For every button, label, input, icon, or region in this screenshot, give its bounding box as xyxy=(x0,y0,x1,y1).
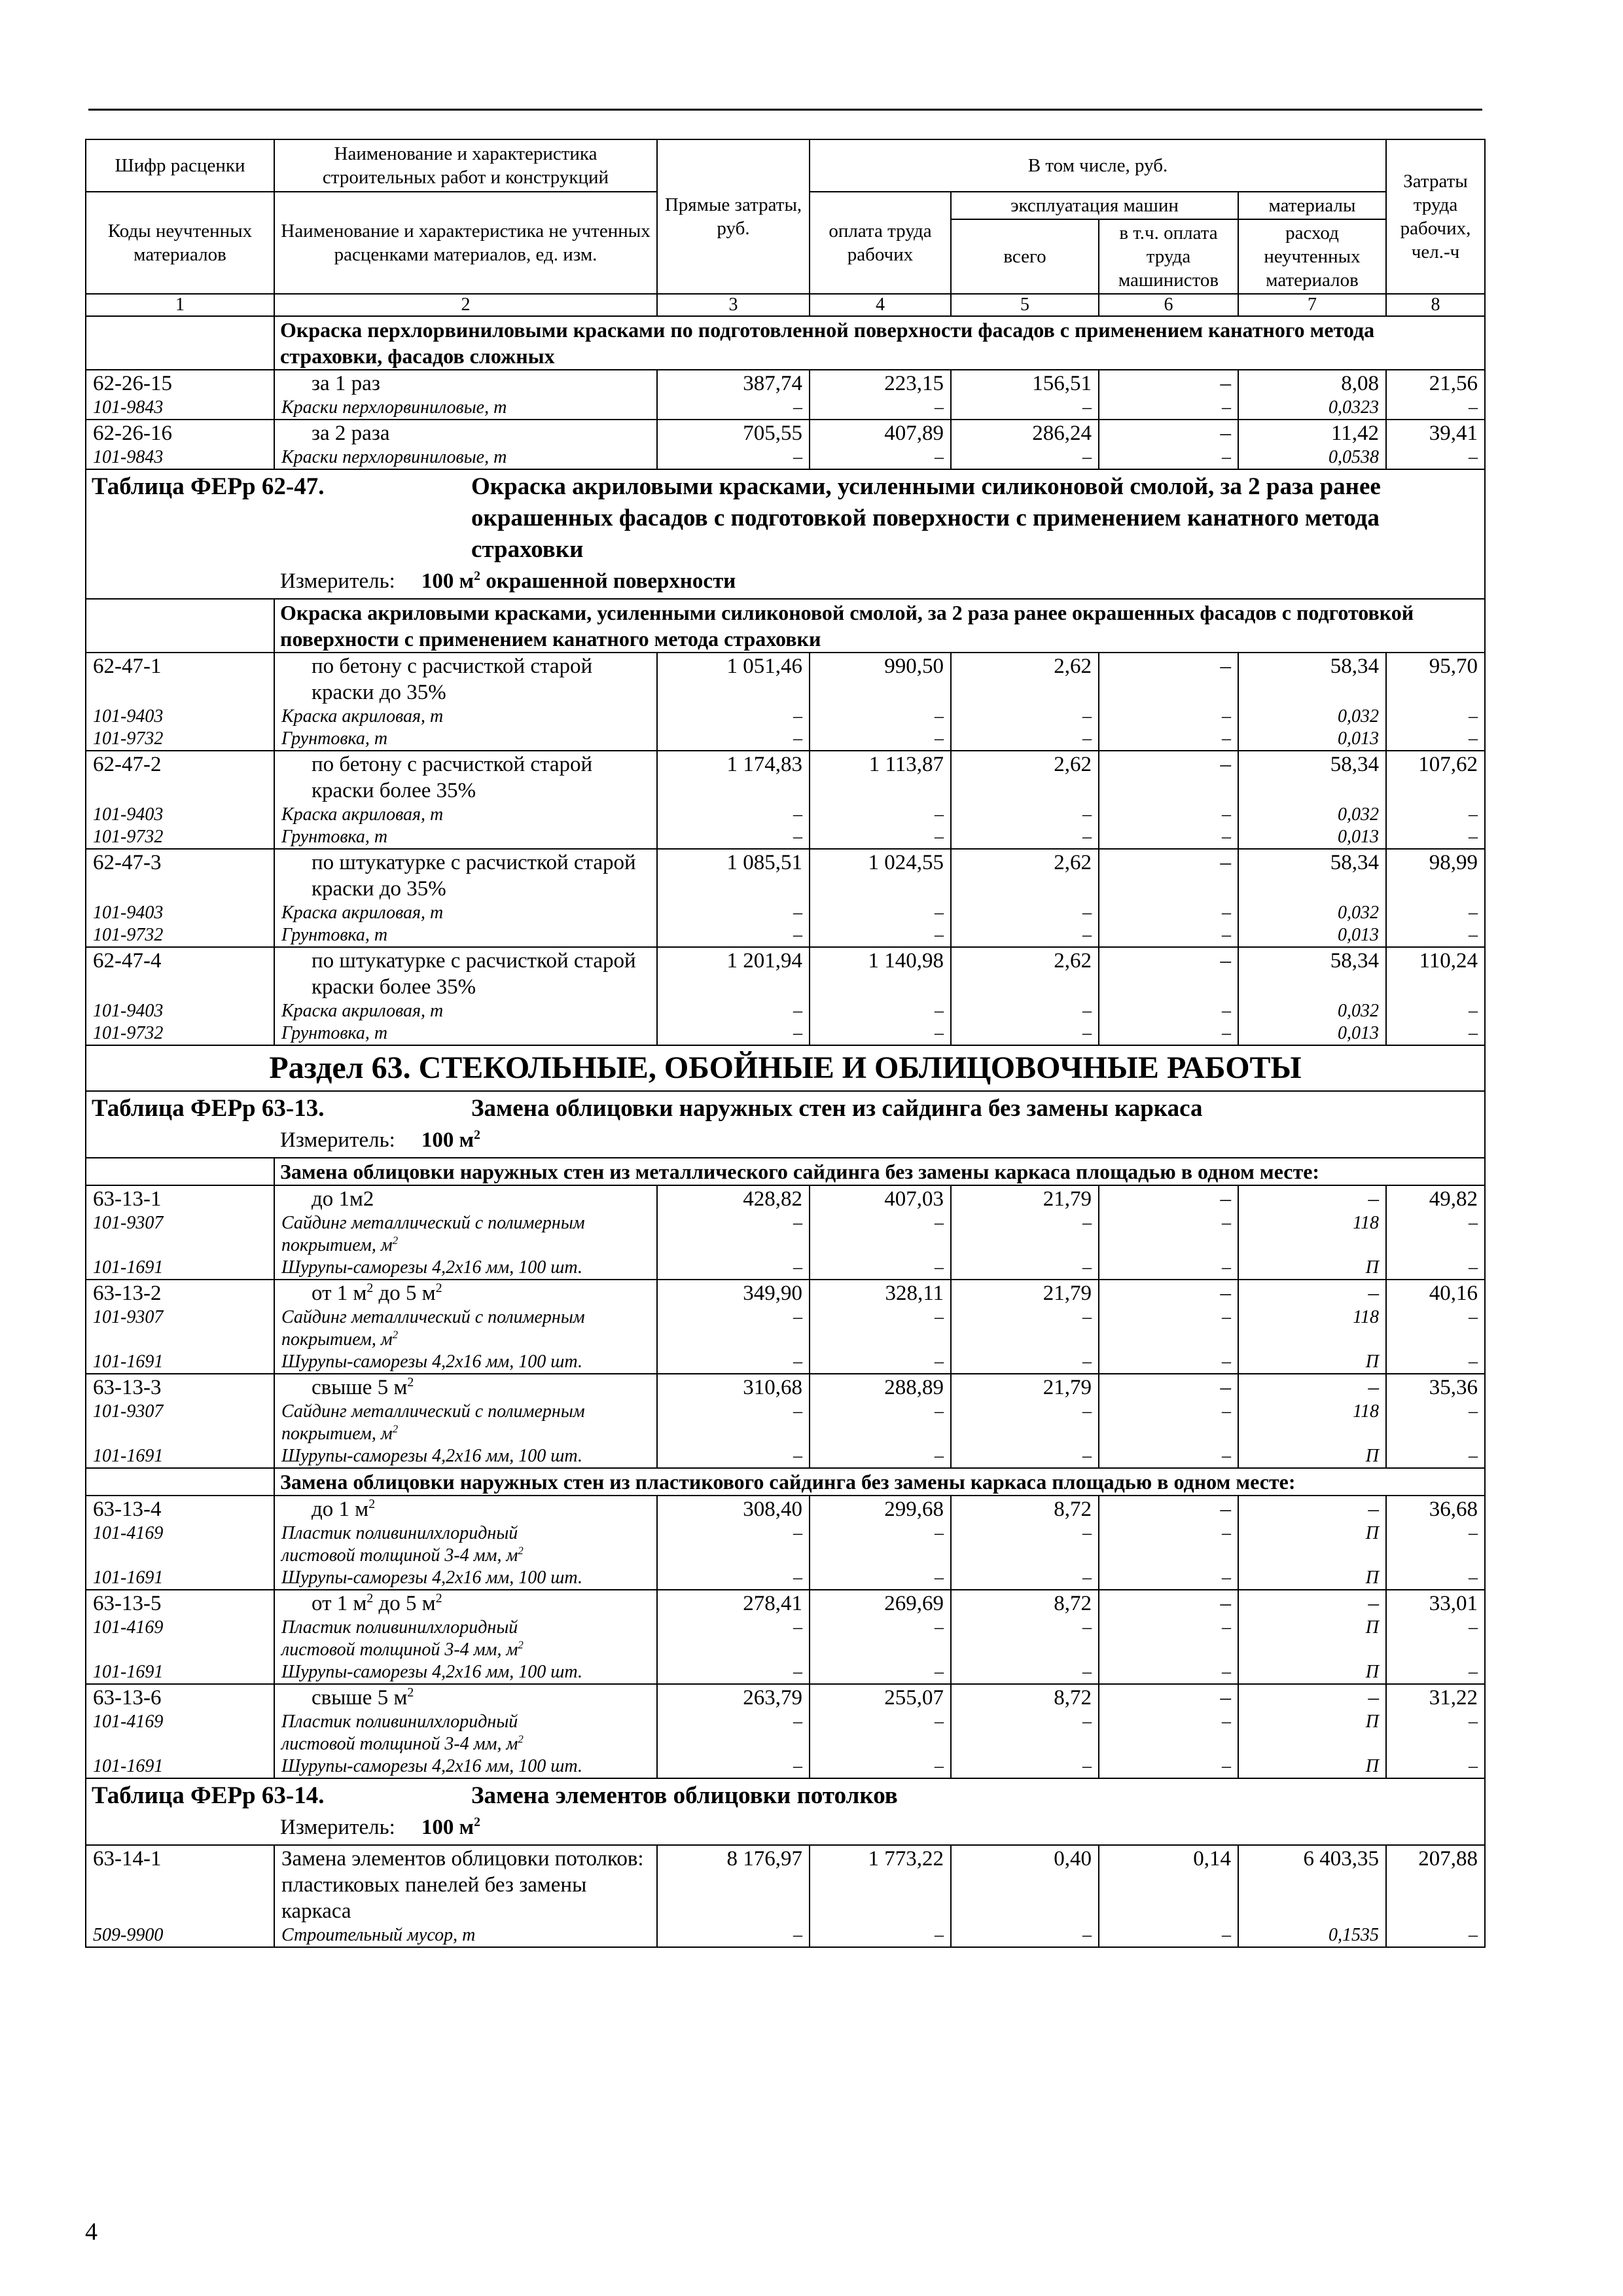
material-row: 101-1691 Шурупы-саморезы 4,2х16 мм, 100 шт. – – – – П – xyxy=(86,1755,1485,1778)
header-machinist-wages: в т.ч. оплата труда машинистов xyxy=(1099,219,1238,294)
group-heading: Окраска акриловыми красками, усиленными силиконовой смолой, за 2 раза ранее окрашенных фасадов с подготовкой поверхности с применением канатного метода страховки xyxy=(86,599,1485,653)
material-row: 101-9732 Грунтовка, т – – – – 0,013 – xyxy=(86,728,1485,751)
table-title: Замена элементов облицовки потолков xyxy=(471,1782,898,1809)
table-row: 62-47-2 по бетону с расчисткой старой краски более 35% 1 174,83 1 113,87 2,62 – 58,34 107,62 xyxy=(86,751,1485,804)
material-row: 101-9307 Сайдинг металлический с полимерным покрытием, $м^2$ – – – – 118 – xyxy=(86,1401,1485,1445)
section-heading: Раздел 63. СТЕКОЛЬНЫЕ, ОБОЙНЫЕ И ОБЛИЦОВОЧНЫЕ РАБОТЫ xyxy=(86,1045,1485,1091)
header-materials: материалы xyxy=(1238,192,1386,219)
header-unaccounted-consumption: расход неучтенных материалов xyxy=(1238,219,1386,294)
table-row: 62-47-1 по бетону с расчисткой старой краски до 35% 1 051,46 990,50 2,62 – 58,34 95,70 xyxy=(86,653,1485,706)
group-heading: Замена облицовки наружных стен из металлического сайдинга без замены каркаса площадью в одном месте: xyxy=(86,1158,1485,1185)
header-machines: эксплуатация машин xyxy=(951,192,1238,219)
material-row: 101-9843 Краски перхлорвиниловые, т – – – – 0,0538 – xyxy=(86,446,1485,469)
table-row: 62-26-15 за 1 раз 387,74 223,15 156,51 – 8,08 21,56 xyxy=(86,370,1485,397)
header-code: Шифр расценки xyxy=(86,139,274,192)
material-row: 101-9843 Краски перхлорвиниловые, т – – – – 0,0323 – xyxy=(86,397,1485,420)
column-numbers: 1 2 3 4 5 6 7 8 xyxy=(86,294,1485,316)
material-row: 101-9307 Сайдинг металлический с полимерным покрытием, $м^2$ – – – – 118 – xyxy=(86,1212,1485,1257)
table-header xyxy=(86,139,1485,294)
table-row: 62-26-16 за 2 раза 705,55 407,89 286,24 – 11,42 39,41 xyxy=(86,420,1485,446)
material-row: 101-1691 Шурупы-саморезы 4,2х16 мм, 100 шт. – – – – П – xyxy=(86,1661,1485,1684)
material-row: 101-1691 Шурупы-саморезы 4,2х16 мм, 100 шт. – – – – П – xyxy=(86,1567,1485,1590)
table-title: Окраска акриловыми красками, усиленными силиконовой смолой, за 2 раза ранее окрашенных фасадов с подготовкой поверхности с применением канатного метода страховки xyxy=(471,473,1381,563)
table-body xyxy=(86,294,1485,1947)
header-rule xyxy=(88,109,1482,111)
table-row: 63-14-1 Замена элементов облицовки потолков: пластиковых панелей без замены каркаса 8 176,97 1 773,22 0,40 0,14 6 403,35 207,88 xyxy=(86,1845,1485,1924)
page-number: 4 xyxy=(85,2218,98,2246)
table-row: 63-13-6 свыше 5 $м^2$ 263,79 255,07 8,72 – – 31,22 xyxy=(86,1684,1485,1711)
material-row: 101-1691 Шурупы-саморезы 4,2х16 мм, 100 шт. – – – – П – xyxy=(86,1257,1485,1280)
header-material-codes: Коды неучтенных материалов xyxy=(86,192,274,294)
material-row: 101-9403 Краска акриловая, т – – – – 0,032 – xyxy=(86,902,1485,924)
header-including: В том числе, руб. xyxy=(810,139,1386,192)
table-title-row xyxy=(86,1091,1485,1158)
header-labor: Затраты труда рабочих, чел.-ч xyxy=(1386,139,1485,294)
material-row: 101-4169 Пластик поливинилхлоридный листовой толщиной 3-4 мм, $м^2$ – – – – П – xyxy=(86,1711,1485,1755)
measure-line: Измеритель: 100 $м^2$ xyxy=(280,1128,480,1152)
table-row: 62-47-4 по штукатурке с расчисткой старой краски более 35% 1 201,94 1 140,98 2,62 – 58,34 110,24 xyxy=(86,947,1485,1000)
header-material-names: Наименование и характеристика не учтенных расценками материалов, ед. изм. xyxy=(274,192,657,294)
group-heading: Замена облицовки наружных стен из пластикового сайдинга без замены каркаса площадью в одном месте: xyxy=(86,1468,1485,1496)
material-row: 101-9732 Грунтовка, т – – – – 0,013 – xyxy=(86,924,1485,947)
table-code: Таблица ФЕРр 62-47. xyxy=(92,473,325,500)
header-work-name: Наименование и характеристика строительных работ и конструкций xyxy=(274,139,657,192)
table-row: 63-13-3 свыше 5 $м^2$ 310,68 288,89 21,79 – – 35,36 xyxy=(86,1374,1485,1401)
material-row: 101-9403 Краска акриловая, т – – – – 0,032 – xyxy=(86,1000,1485,1022)
table-title: Замена облицовки наружных стен из сайдинга без замены каркаса xyxy=(471,1095,1203,1122)
table-row: 63-13-1 до 1м2 428,82 407,03 21,79 – – 49,82 xyxy=(86,1185,1485,1212)
table-row: 63-13-5 от 1 $м^2$ до 5 $м^2$ 278,41 269,69 8,72 – – 33,01 xyxy=(86,1590,1485,1617)
measure-line: Измеритель: 100 $м^2$ окрашенной поверхности xyxy=(280,569,736,593)
material-row: 101-1691 Шурупы-саморезы 4,2х16 мм, 100 шт. – – – – П – xyxy=(86,1445,1485,1468)
table-code: Таблица ФЕРр 63-13. xyxy=(92,1095,325,1122)
header-machines-total: всего xyxy=(951,219,1099,294)
material-row: 101-9307 Сайдинг металлический с полимерным покрытием, $м^2$ – – – – 118 – xyxy=(86,1306,1485,1351)
material-row: 101-9403 Краска акриловая, т – – – – 0,032 – xyxy=(86,706,1485,728)
measure-line: Измеритель: 100 $м^2$ xyxy=(280,1815,480,1839)
table-row: 63-13-4 до 1 $м^2$ 308,40 299,68 8,72 – – 36,68 xyxy=(86,1496,1485,1522)
price-table xyxy=(85,139,1486,1948)
table-row: 63-13-2 от 1 $м^2$ до 5 $м^2$ 349,90 328,11 21,79 – – 40,16 xyxy=(86,1280,1485,1306)
material-row: 101-1691 Шурупы-саморезы 4,2х16 мм, 100 шт. – – – – П – xyxy=(86,1351,1485,1374)
material-row: 509-9900 Строительный мусор, т – – – – 0,1535 – xyxy=(86,1924,1485,1947)
material-row: 101-9403 Краска акриловая, т – – – – 0,032 – xyxy=(86,804,1485,826)
table-title-row xyxy=(86,1778,1485,1845)
material-row: 101-9732 Грунтовка, т – – – – 0,013 – xyxy=(86,1022,1485,1045)
group-heading: Окраска перхлорвиниловыми красками по подготовленной поверхности фасадов с применением канатного метода страховки, фасадов сложных xyxy=(86,316,1485,370)
header-wages: оплата труда рабочих xyxy=(810,192,951,294)
header-direct-costs: Прямые затраты, руб. xyxy=(657,139,810,294)
table-row: 62-47-3 по штукатурке с расчисткой старой краски до 35% 1 085,51 1 024,55 2,62 – 58,34 98,99 xyxy=(86,849,1485,902)
material-row: 101-9732 Грунтовка, т – – – – 0,013 – xyxy=(86,826,1485,849)
table-code: Таблица ФЕРр 63-14. xyxy=(92,1782,325,1809)
material-row: 101-4169 Пластик поливинилхлоридный листовой толщиной 3-4 мм, $м^2$ – – – – П – xyxy=(86,1617,1485,1661)
table-title-row xyxy=(86,469,1485,599)
material-row: 101-4169 Пластик поливинилхлоридный листовой толщиной 3-4 мм, $м^2$ – – – – П – xyxy=(86,1522,1485,1567)
